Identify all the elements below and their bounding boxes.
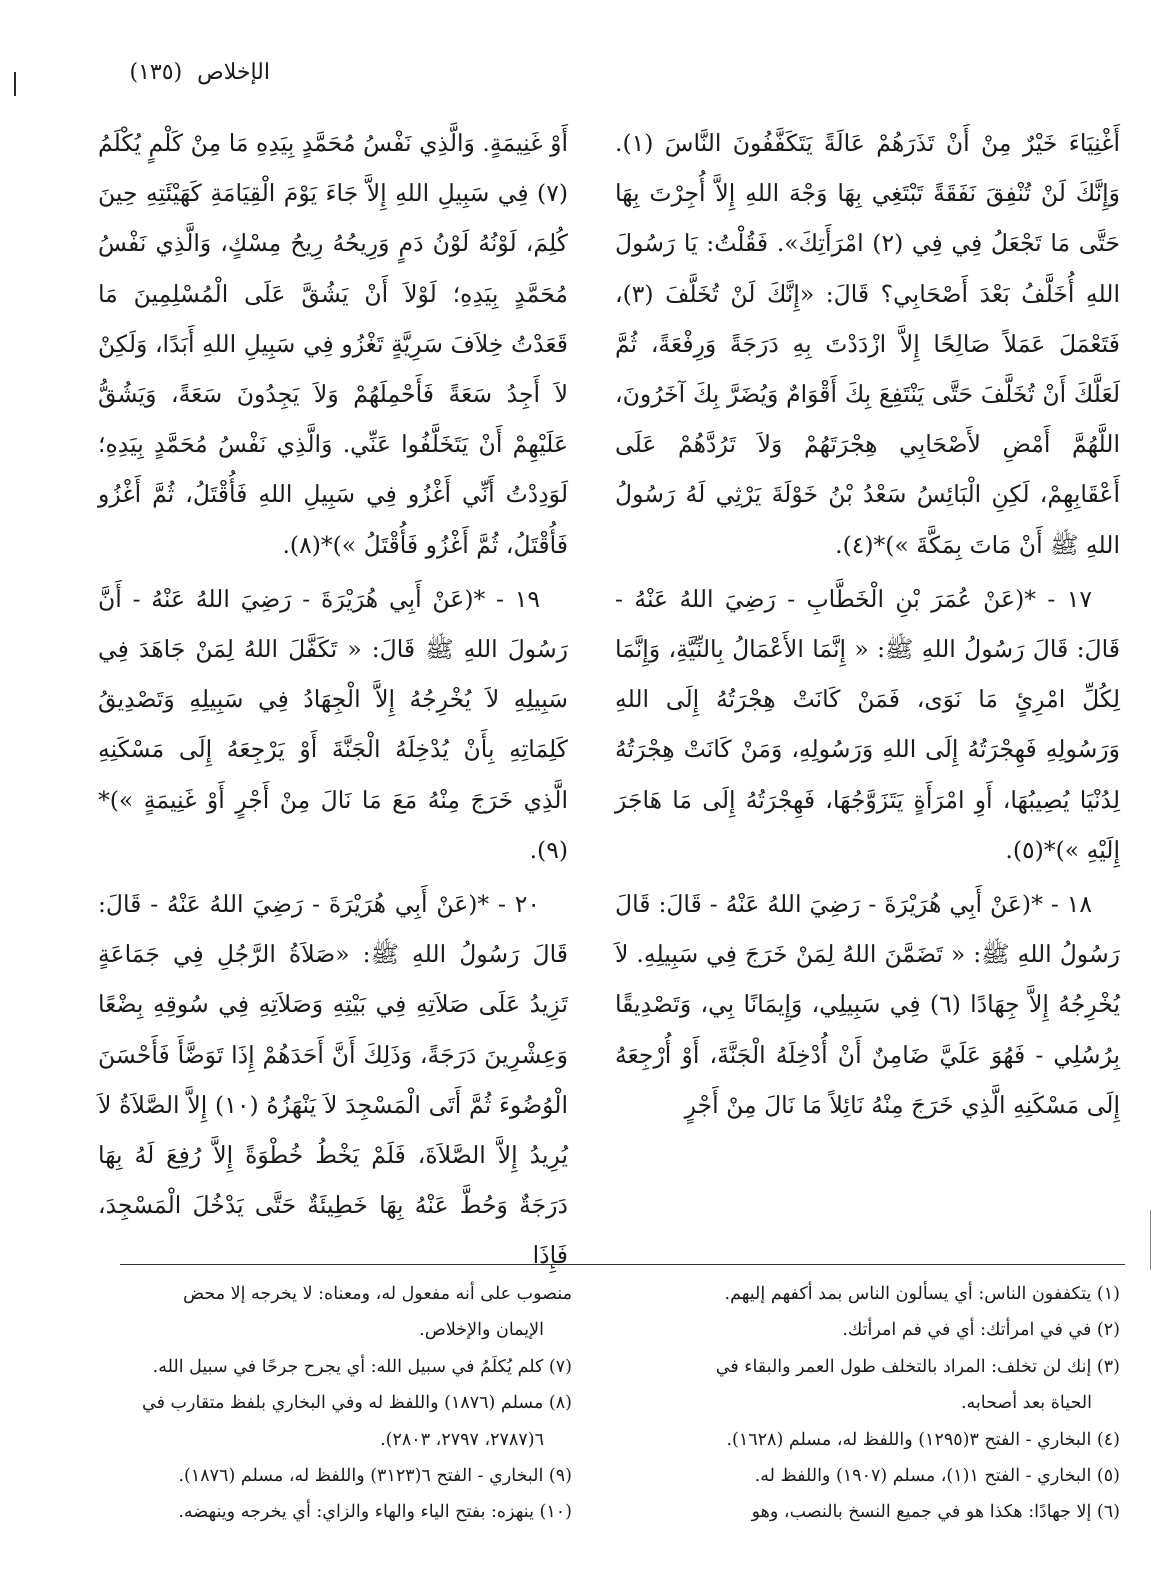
running-header — [40, 60, 270, 85]
right-text-column — [615, 118, 1120, 1130]
paragraph-continued: أَغْنِيَاءَ خَيْرٌ مِنْ أَنْ تَذَرَهُمْ عَالَةً يَتَكَفَّفُونَ النَّاسَ (١). وَإِنَّكَ لَنْ تُنْفِقَ نَفَقَةً تَبْتَغِي بِهَا وَجْهَ اللهِ إِلاَّ أُجِرْتَ بِهَا حَتَّى مَا تَجْعَلُ فِي فِي (٢) امْرَأَتِكَ». فَقُلْتُ: يَا رَسُولَ اللهِ أُخَلَّفُ بَعْدَ أَصْحَابِي؟ قَالَ: «إِنَّكَ لَنْ تُخَلَّفَ (٣)، فَتَعْمَلَ عَمَلاً صَالِحًا إِلاَّ ازْدَدْتَ بِهِ دَرَجَةً وَرِفْعَةً، ثُمَّ لَعَلَّكَ أَنْ تُخَلَّفَ حَتَّى يَنْتَفِعَ بِكَ أَقْوَامٌ وَيُضَرَّ بِكَ آخَرُونَ، اللَّهُمَّ أَمْضِ لأَصْحَابِي هِجْرَتَهُمْ وَلاَ تَرُدَّهُمْ عَلَى أَعْقَابِهِمْ، لَكِنِ الْبَائِسُ سَعْدُ بْنُ خَوْلَةَ يَرْثِي لَهُ رَسُولُ اللهِ ﷺ أَنْ مَاتَ بِمَكَّةَ »)*(٤). — [615, 129, 1120, 559]
footnote-1: (١) يتكففون الناس: أي يسألون الناس بمد أكفهم إليهم. — [724, 1284, 1120, 1304]
footnote-6-continued: منصوب على أنه مفعول له، ومعناه: لا يخرجه إلا محض — [182, 1284, 572, 1304]
footnote-divider — [120, 1264, 1125, 1265]
hadith-18: ١٨ - *(عَنْ أَبِي هُرَيْرَةَ - رَضِيَ اللهُ عَنْهُ - قَالَ: قَالَ رَسُولُ اللهِ ﷺ: « تَضَمَّنَ اللهُ لِمَنْ خَرَجَ فِي سَبِيلِهِ. لاَ يُخْرِجُهُ إِلاَّ جِهَادًا (٦) فِي سَبِيلِي، وَإِيمَانًا بِي، وَتَصْدِيقًا بِرُسُلِي - فَهُوَ عَلَيَّ ضَامِنٌ أَنْ أُدْخِلَهُ الْجَنَّةَ، أَوْ أُرْجِعَهُ إِلَى مَسْكَنِهِ الَّذِي خَرَجَ مِنْهُ نَائِلاً مَا نَالَ مِنْ أَجْرٍ — [615, 890, 1121, 1119]
footnote-10: (١٠) ينهزه: بفتح الياء والهاء والزاي: أي يخرجه وينهضه. — [178, 1502, 572, 1523]
footnote-9: (٩) البخاري - الفتح ٦(٣١٢٣) واللفظ له، مسلم (١٨٧٦). — [178, 1466, 572, 1487]
hadith-18-continued: أَوْ غَنِيمَةٍ. وَالَّذِي نَفْسُ مُحَمَّدٍ بِيَدِهِ مَا مِنْ كَلْمٍ يُكْلَمُ (٧) فِي سَبِيلِ اللهِ إِلاَّ جَاءَ يَوْمَ الْقِيَامَةِ كَهَيْئَتِهِ حِينَ كُلِمَ، لَوْنُهُ لَوْنُ دَمٍ وَرِيحُهُ رِيحُ مِسْكٍ، وَالَّذِي نَفْسُ مُحَمَّدٍ بِيَدِهِ؛ لَوْلاَ أَنْ يَشُقَّ عَلَى الْمُسْلِمِينَ مَا قَعَدْتُ خِلاَفَ سَرِيَّةٍ تَغْزُو فِي سَبِيلِ اللهِ أَبَدًا، وَلَكِنْ لاَ أَجِدُ سَعَةً فَأَحْمِلَهُمْ وَلاَ يَجِدُونَ سَعَةً، وَيَشُقُّ عَلَيْهِمْ أَنْ يَتَخَلَّفُوا عَنِّي. وَالَّذِي نَفْسُ مُحَمَّدٍ بِيَدِهِ؛ لَوَدِدْتُ أَنِّي أَغْزُو فِي سَبِيلِ اللهِ فَأُقْتَلُ، ثُمَّ أَغْزُو فَأُقْتَلُ، ثُمَّ أَغْزُو فَأُقْتَلُ »)*(٨). — [98, 129, 568, 559]
footnote-3-continued: الحياة بعد أصحابه. — [960, 1393, 1092, 1414]
footnote-7: (٧) كلم يُكلَمُ في سبيل الله: أي يجرح جرحًا في سبيل الله. — [152, 1356, 572, 1377]
footnotes-right — [605, 1276, 1120, 1531]
footnote-3: (٣) إنك لن تخلف: المراد بالتخلف طول العمر والبقاء في — [715, 1356, 1120, 1377]
footnote-8-continued: ٦(٢٧٨٧، ٢٧٩٧، ٢٨٠٣). — [380, 1429, 544, 1450]
scan-edge-mark — [14, 72, 16, 96]
chapter-title: الإخلاص — [197, 60, 270, 85]
left-text-column — [98, 118, 568, 1281]
footnote-2: (٢) في في امرأتك: أي في فم امرأتك. — [842, 1320, 1120, 1341]
hadith-19: ١٩ - *(عَنْ أَبِي هُرَيْرَةَ - رَضِيَ اللهُ عَنْهُ - أَنَّ رَسُولَ اللهِ ﷺ قَالَ: « تَكَفَّلَ اللهُ لِمَنْ جَاهَدَ فِي سَبِيلِهِ لاَ يُخْرِجُهُ إِلاَّ الْجِهَادُ فِي سَبِيلِهِ وَتَصْدِيقُ كَلِمَاتِهِ بِأَنْ يُدْخِلَهُ الْجَنَّةَ أَوْ يَرْجِعَهُ إِلَى مَسْكَنِهِ الَّذِي خَرَجَ مِنْهُ مَعَ مَا نَالَ مِنْ أَجْرٍ أَوْ غَنِيمَةٍ »)*(٩). — [98, 584, 568, 864]
footnote-6: (٦) إلا جهادًا: هكذا هو في جميع النسخ بالنصب، وهو — [751, 1502, 1120, 1523]
footnote-4: (٤) البخاري - الفتح ٣(١٢٩٥) واللفظ له، مسلم (١٦٢٨). — [726, 1429, 1120, 1450]
footnotes-left — [92, 1276, 572, 1531]
footnote-5: (٥) البخاري - الفتح ١(١)، مسلم (١٩٠٧) واللفظ له. — [754, 1466, 1120, 1487]
scan-edge-mark — [1150, 1210, 1151, 1270]
hadith-17: ١٧ - *(عَنْ عُمَرَ بْنِ الْخَطَّابِ - رَضِيَ اللهُ عَنْهُ - قَالَ: قَالَ رَسُولُ اللهِ ﷺ: « إِنَّمَا الأَعْمَالُ بِالنِّيَّةِ، وَإِنَّمَا لِكُلِّ امْرِئٍ مَا نَوَى، فَمَنْ كَانَتْ هِجْرَتُهُ إِلَى اللهِ وَرَسُولِهِ فَهِجْرَتُهُ إِلَى اللهِ وَرَسُولِهِ، وَمَنْ كَانَتْ هِجْرَتُهُ لِدُنْيَا يُصِيبُهَا، أَوِ امْرَأَةٍ يَتَزَوَّجُهَا، فَهِجْرَتُهُ إِلَى مَا هَاجَرَ إِلَيْهِ »)*(٥). — [615, 584, 1120, 864]
footnote-8: (٨) مسلم (١٨٧٦) واللفظ له وفي البخاري بلفظ متقارب في — [142, 1393, 572, 1414]
footnote-6-continued-end: الإيمان والإخلاص. — [419, 1320, 544, 1341]
page-number: (١٣٥) — [129, 60, 183, 85]
hadith-20: ٢٠ - *(عَنْ أَبِي هُرَيْرَةَ - رَضِيَ اللهُ عَنْهُ - قَالَ: قَالَ رَسُولُ اللهِ ﷺ: «صَلاَةُ الرَّجُلِ فِي جَمَاعَةٍ تَزِيدُ عَلَى صَلاَتِهِ فِي بَيْتِهِ وَصَلاَتِهِ فِي سُوقِهِ بِضْعًا وَعِشْرِينَ دَرَجَةً، وَذَلِكَ أَنَّ أَحَدَهُمْ إِذَا تَوَضَّأَ فَأَحْسَنَ الْوُضُوءَ ثُمَّ أَتَى الْمَسْجِدَ لاَ يَنْهَزُهُ (١٠) إِلاَّ الصَّلاَةُ لاَ يُرِيدُ إِلاَّ الصَّلاَةَ، فَلَمْ يَخْطُ خُطْوَةً إِلاَّ رُفِعَ لَهُ بِهَا دَرَجَةٌ وَحُطَّ عَنْهُ بِهَا خَطِيئَةٌ حَتَّى يَدْخُلَ الْمَسْجِدَ، فَإِذَا — [98, 890, 568, 1270]
